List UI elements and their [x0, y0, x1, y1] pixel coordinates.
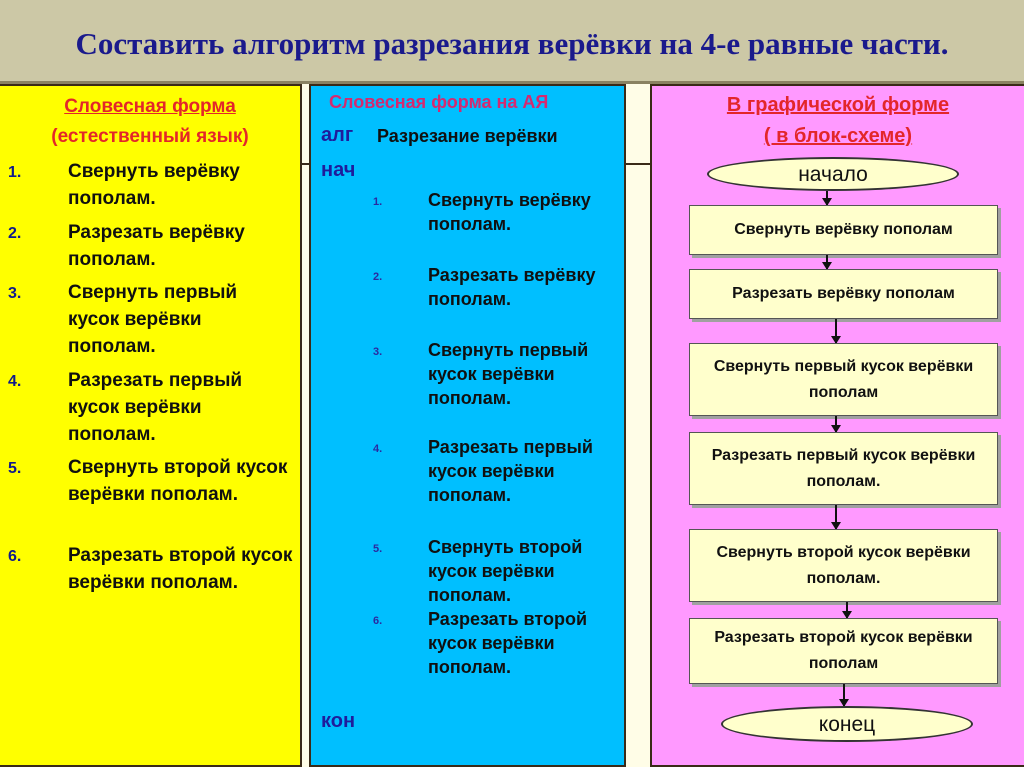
step-number: 4.	[8, 373, 22, 390]
step-number: 4.	[373, 443, 383, 455]
page-title: Составить алгоритм разрезания верёвки на 4-е равные части.	[75, 26, 949, 61]
step-text: Разрезать второй кусок верёвки пополам.	[428, 609, 588, 677]
divider-line	[626, 163, 650, 165]
process-block: Свернуть верёвку пополам	[689, 205, 998, 255]
start-terminal: начало	[707, 157, 959, 191]
step-text: Разрезать второй кусок верёвки пополам.	[68, 545, 293, 593]
flow-arrow	[826, 191, 828, 205]
alg-keyword: алг	[321, 124, 354, 146]
step-text: Свернуть второй кусок верёвки пополам.	[68, 457, 288, 505]
step-number: 2.	[373, 271, 383, 283]
verbal-subheading: (естественный язык)	[51, 126, 249, 147]
process-block: Разрезать первый кусок верёвки пополам.	[689, 432, 998, 505]
flow-arrow	[846, 602, 848, 618]
process-block: Свернуть первый кусок верёвки пополам	[689, 343, 998, 416]
step-number: 5.	[8, 460, 22, 477]
end-terminal: конец	[721, 706, 973, 742]
step-text: Свернуть первый кусок верёвки пополам.	[68, 282, 238, 357]
begin-keyword: нач	[321, 159, 356, 181]
step-number: 2.	[8, 225, 22, 242]
step-number: 6.	[8, 548, 22, 565]
step-number: 3.	[373, 346, 383, 358]
verbal-form-panel	[0, 84, 302, 767]
step-number: 1.	[373, 196, 383, 208]
flowchart-heading: В графической форме	[726, 94, 950, 116]
step-text: Разрезать верёвку пополам.	[428, 265, 596, 309]
step-number: 3.	[8, 285, 22, 302]
title-bar	[0, 0, 1024, 84]
flow-arrow	[826, 255, 828, 269]
flow-arrow	[835, 505, 837, 529]
step-text: Свернуть верёвку пополам.	[68, 161, 240, 209]
step-number: 5.	[373, 543, 383, 555]
flowchart-subheading: ( в блок-схеме)	[763, 125, 913, 147]
step-number: 6.	[373, 615, 383, 627]
process-block: Свернуть второй кусок верёвки пополам.	[689, 529, 998, 602]
algorithm-name: Разрезание верёвки	[377, 126, 558, 146]
divider-line	[302, 163, 309, 165]
step-text: Разрезать верёвку пополам.	[68, 222, 245, 270]
flow-arrow	[835, 416, 837, 432]
step-number: 1.	[8, 164, 22, 181]
flow-arrow	[835, 319, 837, 343]
end-keyword: кон	[321, 710, 356, 732]
flow-arrow	[843, 684, 845, 706]
algorithmic-heading: Словесная форма на АЯ	[329, 92, 549, 112]
step-text: Свернуть первый кусок верёвки пополам.	[428, 340, 589, 408]
step-text: Разрезать первый кусок верёвки пополам.	[68, 370, 243, 445]
process-block: Разрезать верёвку пополам	[689, 269, 998, 319]
step-text: Разрезать первый кусок верёвки пополам.	[428, 437, 593, 505]
step-text: Свернуть верёвку пополам.	[428, 190, 591, 234]
process-block: Разрезать второй кусок верёвки пополам	[689, 618, 998, 684]
verbal-heading: Словесная форма	[64, 96, 236, 117]
algorithmic-form-panel	[309, 84, 626, 767]
step-text: Свернуть второй кусок верёвки пополам.	[428, 537, 583, 605]
